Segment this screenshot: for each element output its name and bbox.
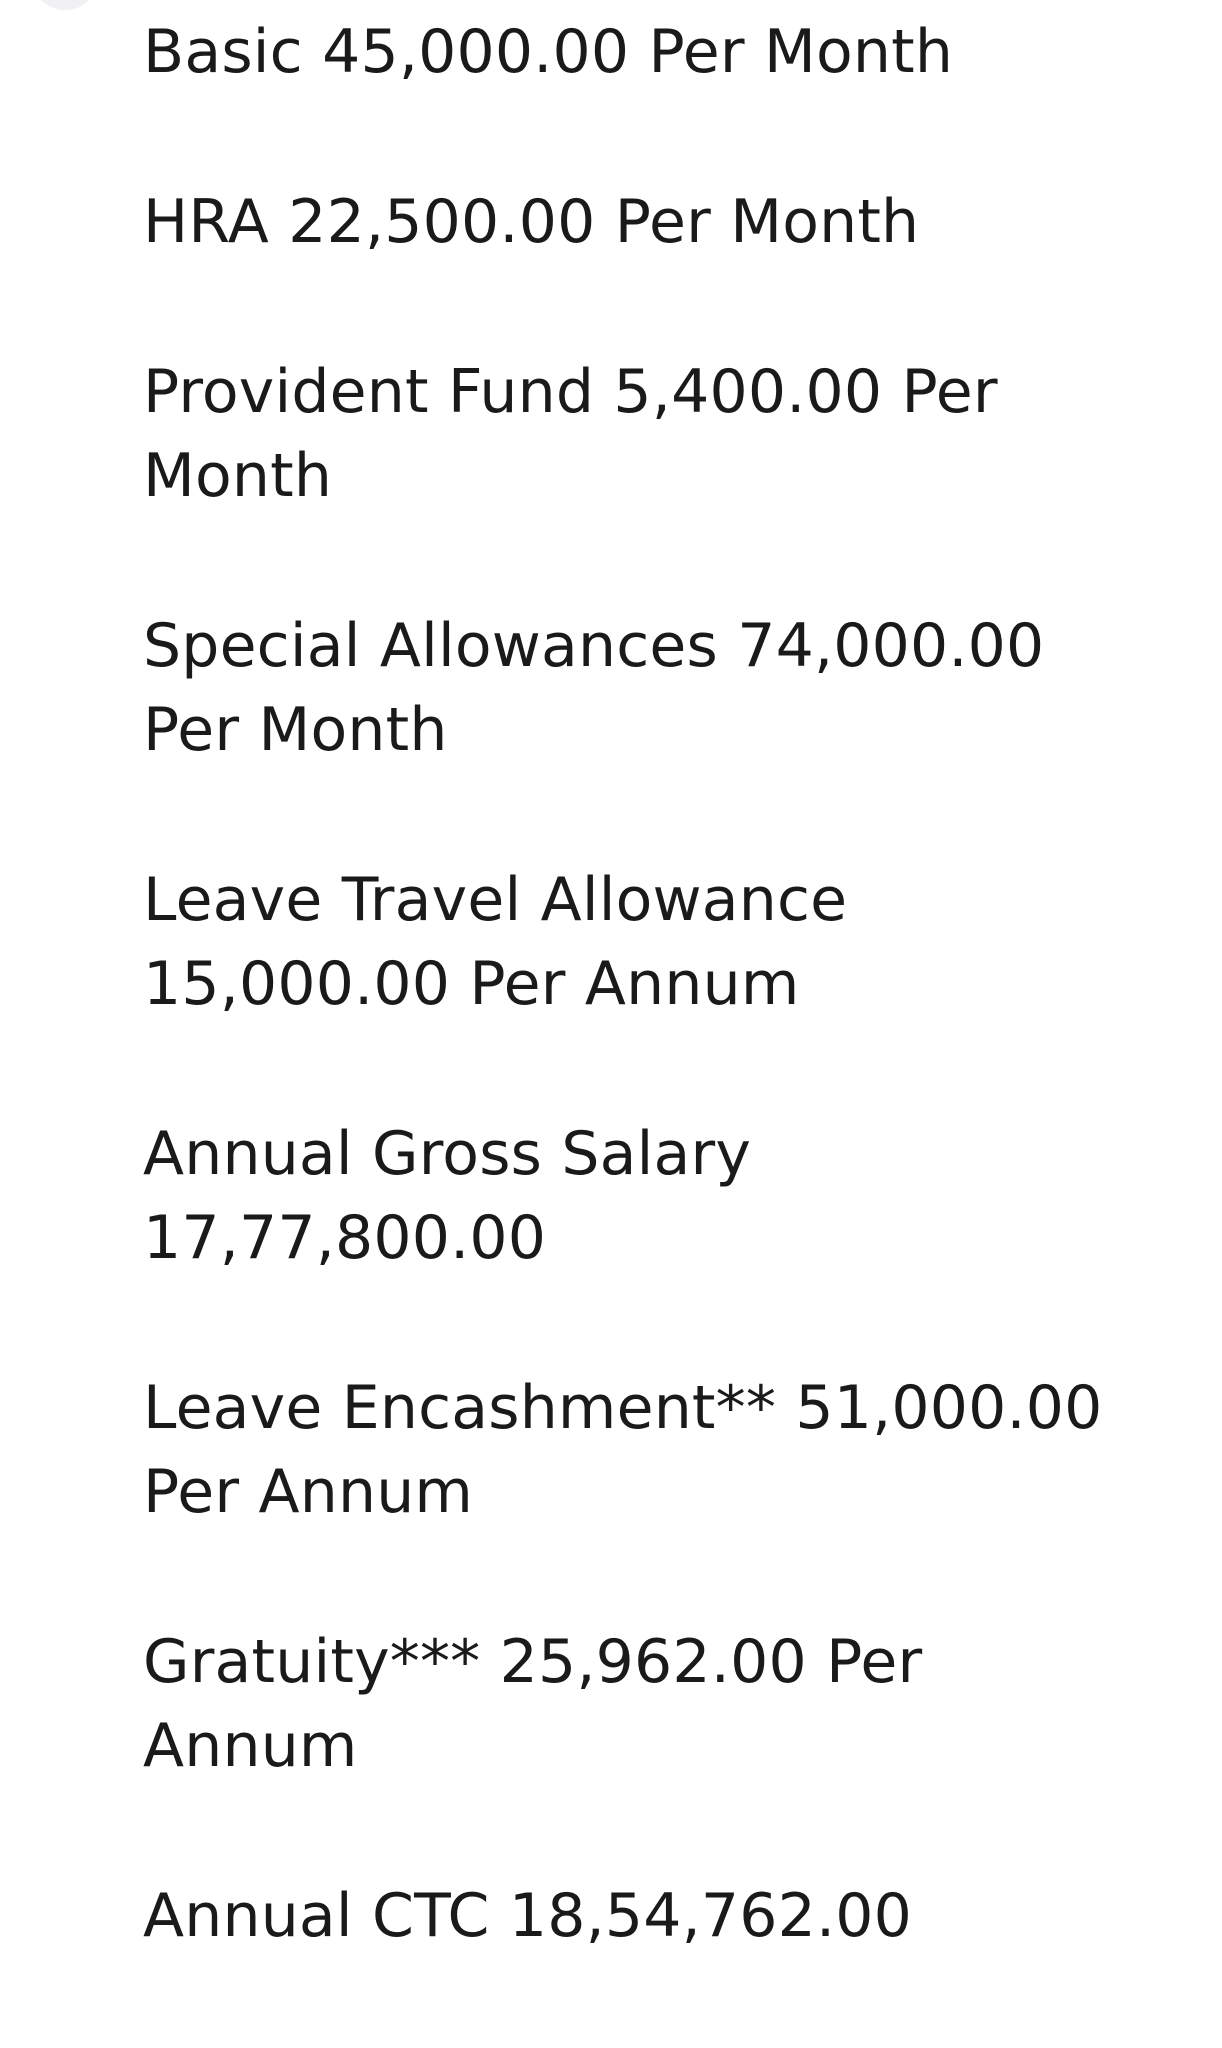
salary-breakup-list	[143, 10, 1143, 1958]
gratuity-line: Gratuity*** 25,962.00 Per Annum	[143, 1627, 923, 1781]
leave-encashment-line: Leave Encashment** 51,000.00 Per Annum	[143, 1373, 1103, 1527]
provident-fund-line: Provident Fund 5,400.00 Per Month	[143, 357, 998, 511]
leave-travel-allowance-line: Leave Travel Allowance 15,000.00 Per Annum	[143, 865, 848, 1019]
annual-ctc-line: Annual CTC 18,54,762.00	[143, 1881, 913, 1951]
basic-line: Basic 45,000.00 Per Month	[143, 17, 954, 87]
annual-gross-salary-line: Annual Gross Salary 17,77,800.00	[143, 1119, 752, 1273]
special-allowances-line: Special Allowances 74,000.00 Per Month	[143, 611, 1045, 765]
hra-line: HRA 22,500.00 Per Month	[143, 187, 920, 257]
corner-decoration	[30, 0, 100, 10]
